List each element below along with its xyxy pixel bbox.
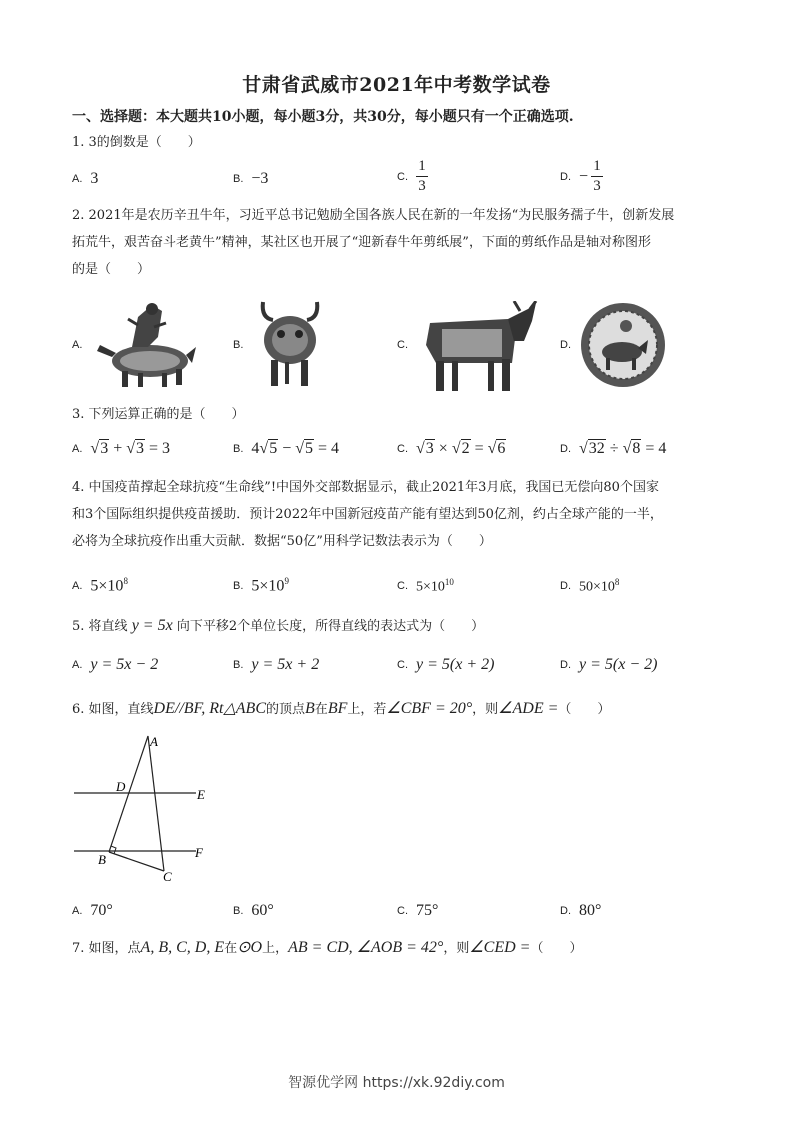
- equals: =: [474, 440, 484, 457]
- q4-option-c: [397, 577, 454, 596]
- question-7-stem: [72, 937, 582, 960]
- radicand: 32: [588, 440, 605, 457]
- option-label: C.: [397, 580, 408, 593]
- option-label: D.: [560, 443, 571, 455]
- label-d: D: [116, 779, 126, 794]
- papercut-ox-standing-image: [416, 301, 540, 393]
- stem-text: ，则: [472, 702, 499, 717]
- option-label: C.: [397, 659, 408, 671]
- base: 5×10: [90, 577, 124, 595]
- math-expression: AB = CD, ∠AOB = 42°: [288, 939, 444, 956]
- option-value: y = 5x − 2: [90, 656, 159, 673]
- option-value: [90, 576, 128, 595]
- option-value: y = 5x + 2: [251, 656, 320, 673]
- stem-text: ，则: [443, 941, 470, 956]
- q6-option-a: [72, 902, 113, 920]
- question-2-stem: [72, 202, 724, 283]
- option-value: [416, 577, 454, 596]
- fraction: [416, 158, 428, 195]
- question-4-stem: [72, 474, 724, 555]
- q1-option-b: [233, 170, 268, 188]
- page-footer: 智源优学网 https://xk.92diy.com: [288, 1075, 505, 1091]
- denominator: 3: [593, 178, 601, 194]
- option-value: 70°: [90, 902, 113, 919]
- q2-option-a-label: [72, 339, 90, 351]
- label-e: E: [197, 787, 205, 802]
- option-value: 3: [90, 170, 99, 187]
- q1-option-d: [560, 158, 603, 195]
- stem-text: 上，: [262, 941, 289, 956]
- stem-line: 拓荒牛，艰苦奋斗老黄牛”精神，某社区也开展了“迎新春牛年剪纸展”，下面的剪纸作品是轴对称图形: [72, 235, 651, 250]
- option-label: C.: [397, 339, 408, 351]
- option-label: C.: [397, 170, 408, 183]
- stem-line: 4. 中国疫苗撑起全球抗疫“生命线”!中国外交部数据显示，截止2021年3月底，我国已无偿向80个国家: [72, 480, 659, 495]
- operator: ×: [438, 440, 448, 457]
- q3-option-d: [560, 440, 666, 458]
- q4-option-a: [72, 576, 128, 595]
- geometry-figure: [70, 730, 220, 886]
- option-value: y = 5(x + 2): [416, 656, 495, 673]
- math-expression: B: [305, 700, 315, 717]
- stem-text: （ ）: [530, 941, 583, 956]
- q3-option-b: [233, 440, 339, 458]
- result: = 3: [149, 440, 171, 457]
- q1-option-c: [397, 158, 428, 195]
- exponent: 8: [123, 576, 128, 586]
- option-label: A.: [72, 905, 83, 917]
- option-label: B.: [233, 905, 244, 917]
- denominator: 3: [418, 178, 426, 194]
- math-expression: 4√5 − √5 = 4: [251, 440, 340, 457]
- q5-option-b: [233, 656, 319, 674]
- math-expression: y = 5x: [131, 617, 173, 634]
- result: = 4: [645, 440, 667, 457]
- option-label: C.: [397, 443, 408, 455]
- label-c: C: [163, 869, 172, 884]
- question-5-stem: [72, 615, 484, 638]
- math-expression: ⊙O: [237, 939, 263, 956]
- q3-option-c: [397, 440, 506, 458]
- option-label: D.: [560, 339, 571, 351]
- base: 50×10: [579, 579, 615, 595]
- option-label: B.: [233, 443, 244, 455]
- math-expression: DE//BF, Rt△ABC: [153, 700, 266, 717]
- radicand: 5: [269, 440, 278, 457]
- stem-text: 向下平移2个单位长度，所得直线的表达式为（ ）: [176, 619, 485, 634]
- base: 5×10: [416, 579, 445, 595]
- exponent: 8: [614, 577, 620, 587]
- option-value: 60°: [251, 902, 274, 919]
- papercut-ox-head-image: [257, 298, 323, 390]
- label-a: A: [150, 734, 158, 749]
- option-label: D.: [560, 580, 571, 593]
- option-value: 75°: [416, 902, 439, 919]
- option-label: A.: [72, 339, 83, 351]
- option-label: C.: [397, 905, 408, 917]
- math-expression: BF: [327, 700, 348, 717]
- question-1-stem: 1. 3的倒数是（ ）: [72, 135, 201, 150]
- option-value: [579, 577, 619, 596]
- base: 5×10: [251, 577, 285, 595]
- q5-option-c: [397, 656, 494, 674]
- option-label: D.: [560, 905, 571, 917]
- stem-text: 在: [314, 702, 328, 717]
- stem-line: 的是（ ）: [72, 262, 151, 277]
- q5-option-d: [560, 656, 657, 674]
- radicand: 5: [305, 440, 313, 457]
- result: = 4: [318, 440, 340, 457]
- stem-text: 上，若: [347, 702, 387, 717]
- numerator: 1: [593, 158, 601, 174]
- option-label: B.: [233, 339, 244, 351]
- stem-line: 2. 2021年是农历辛丑牛年，习近平总书记勉励全国各族人民在新的一年发扬“为民服务孺子牛，创新发展: [72, 208, 675, 223]
- option-label: A.: [72, 659, 83, 671]
- stem-text: 的顶点: [266, 702, 306, 717]
- math-expression: ∠CED =: [469, 939, 531, 956]
- q3-option-a: [72, 440, 170, 458]
- q6-option-d: [560, 902, 601, 920]
- radicand: 6: [497, 440, 506, 457]
- page-title: 甘肃省武威市2021年中考数学试卷: [242, 74, 551, 96]
- q2-option-c-label: [397, 339, 416, 351]
- radicand: 2: [461, 440, 470, 457]
- q2-option-b-label: [233, 339, 251, 351]
- stem-text: 在: [224, 941, 238, 956]
- math-expression: √3 + √3 = 3: [90, 440, 171, 457]
- radicand: 3: [100, 440, 109, 457]
- option-value: y = 5(x − 2): [579, 656, 658, 673]
- option-label: D.: [560, 170, 571, 183]
- radicand: 8: [632, 440, 641, 457]
- papercut-ox-with-rider-image: [92, 297, 200, 389]
- numerator: 1: [418, 158, 426, 174]
- q5-option-a: [72, 656, 158, 674]
- stem-line: 和3个国际组织提供疫苗援助．预计2022年中国新冠疫苗产能有望达到50亿剂，约占全球产能的一半，: [72, 507, 663, 522]
- option-value: 80°: [579, 902, 602, 919]
- operator: −: [282, 440, 292, 457]
- option-label: A.: [72, 443, 83, 455]
- radicand: 3: [425, 440, 434, 457]
- operator: ÷: [609, 440, 619, 457]
- option-label: B.: [233, 579, 244, 592]
- exponent: 9: [284, 576, 289, 586]
- math-expression: A, B, C, D, E: [140, 939, 225, 956]
- math-expression: ∠ADE =: [498, 700, 559, 717]
- option-label: B.: [233, 659, 244, 671]
- radicand: 3: [136, 440, 144, 457]
- stem-text: （ ）: [558, 702, 611, 717]
- option-label: A.: [72, 173, 83, 185]
- question-3-stem: 3. 下列运算正确的是（ ）: [72, 407, 245, 422]
- option-value: −3: [251, 170, 269, 187]
- side-bc: [109, 852, 164, 871]
- option-label: B.: [233, 173, 244, 185]
- stem-text: 7. 如图，点: [72, 941, 141, 956]
- exponent: 10: [444, 577, 454, 587]
- question-6-stem: [72, 698, 610, 721]
- stem-text: 5. 将直线: [72, 619, 128, 634]
- math-expression: √3 × √2 = √6: [416, 440, 506, 457]
- option-label: A.: [72, 579, 83, 592]
- math-expression: √32 ÷ √8 = 4: [579, 440, 667, 457]
- operator: +: [113, 440, 123, 457]
- fraction: [591, 158, 603, 195]
- papercut-ox-circular-image: [580, 302, 666, 388]
- q4-option-b: [233, 576, 289, 595]
- option-label: D.: [560, 659, 571, 671]
- coefficient: 4: [251, 440, 260, 457]
- stem-text: 6. 如图，直线: [72, 702, 154, 717]
- q4-option-d: [560, 577, 619, 596]
- label-b: B: [98, 852, 106, 867]
- stem-line: 必将为全球抗疫作出重大贡献．数据“50亿”用科学记数法表示为（ ）: [72, 534, 492, 549]
- side-ab: [109, 736, 148, 852]
- math-expression: ∠CBF = 20°: [386, 700, 473, 717]
- q2-option-d-label: [560, 339, 579, 351]
- q6-option-b: [233, 902, 274, 920]
- minus-sign: −: [579, 167, 589, 185]
- q1-option-a: [72, 170, 98, 188]
- section-heading: 一、选择题：本大题共10小题，每小题3分，共30分，每小题只有一个正确选项.: [72, 109, 574, 125]
- label-f: F: [195, 845, 203, 860]
- q6-option-c: [397, 902, 438, 920]
- option-value: [251, 576, 289, 595]
